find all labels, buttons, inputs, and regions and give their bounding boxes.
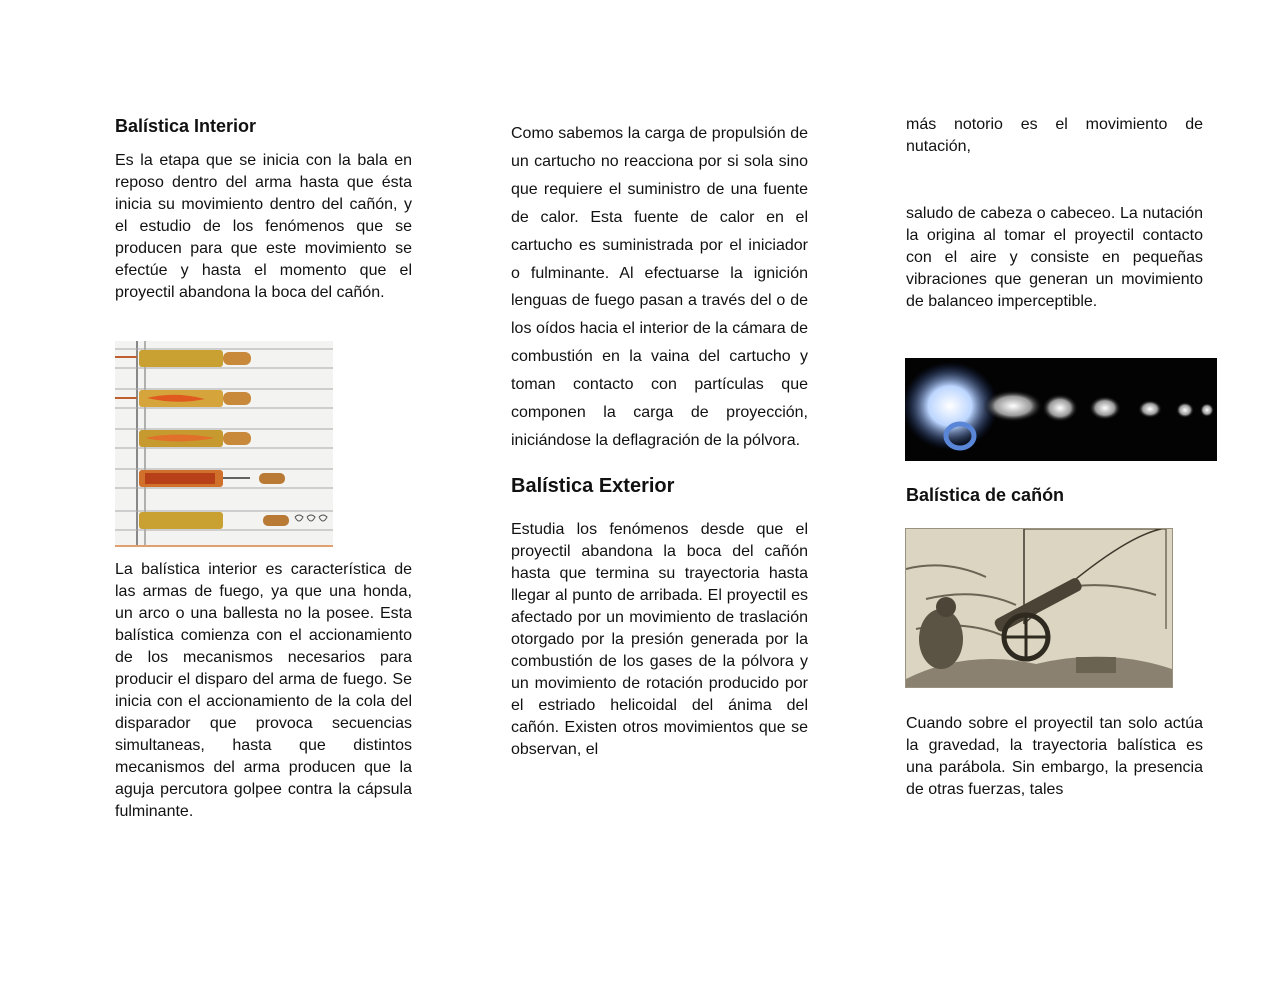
paragraph-interior-detail: La balística interior es característica de las armas de fuego, ya que una honda, un arco o una ballesta no la posee. Esta balística comienza con el accionamiento de los mecanismos necesarios para producir el disparo del arma de fuego. Se inicia con el accionamiento de la cola del disparador que provoca secuencias simultaneas, hasta que distintos mecanismos del arma producen que la aguja percutora golpee contra la cápsula fulminante. [115,561,412,820]
paragraph-interior-intro: Es la etapa que se inicia con la bala en reposo dentro del arma hasta que ésta inicia su movimiento dentro del cañón, y el estudio de los fenómenos que se producen para que este movimiento se efectúe y hasta el momento que el proyectil abandona la boca del cañón. [115,152,412,301]
projectile-sequence-image [905,358,1217,461]
paragraph-parabola: Cuando sobre el proyectil tan solo actúa la gravedad, la trayectoria balística es una parábola. Sin embargo, la presencia de otras fuerzas, tales [906,715,1203,798]
column-1 [115,114,412,820]
historic-cannon-engraving [905,528,1173,688]
heading-balistica-interior: Balística Interior [115,116,257,136]
paragraph-ignition: Como sabemos la carga de propulsión de un cartucho no reacciona por si sola sino que requiere el suministro de una fuente de calor. Esta fuente de calor en el cartucho es suministrada por el iniciador o fulminante. Al efectuarse la ignición lenguas de fuego pasan a través del o de los oídos hacia el interior de la cámara de combustión en la vaina del cartucho y toman contacto con partículas que componen la carga de proyección, iniciándose la deflagración de la pólvora. [511,125,808,449]
paragraph-nutacion-start: más notorio es el movimiento de nutación, [906,116,1203,155]
paragraph-exterior: Estudia los fenómenos desde que el proyectil abandona la boca del cañón hasta que termina su trayectoria hasta llegar al punto de arribada. El proyectil es afectado por un movimiento de traslación otorgado por la presión generada por la combustión de los gases de la pólvora y un movimiento de rotación producido por el estriado helicoidal del ánima del cañón. Existen otros movimientos que se observan, el [511,520,808,758]
cartridge-ignition-image [115,341,333,547]
column-2 [511,120,808,761]
column-3 [906,114,1203,798]
heading-balistica-exterior: Balística Exterior [511,474,675,497]
paragraph-nutacion-detail: saludo de cabeza o cabeceo. La nutación la origina al tomar el proyectil contacto con el aire y consiste en pequeñas vibraciones que generan un movimiento de balanceo imperceptible. [906,205,1203,310]
heading-balistica-canon: Balística de cañón [906,485,1065,505]
